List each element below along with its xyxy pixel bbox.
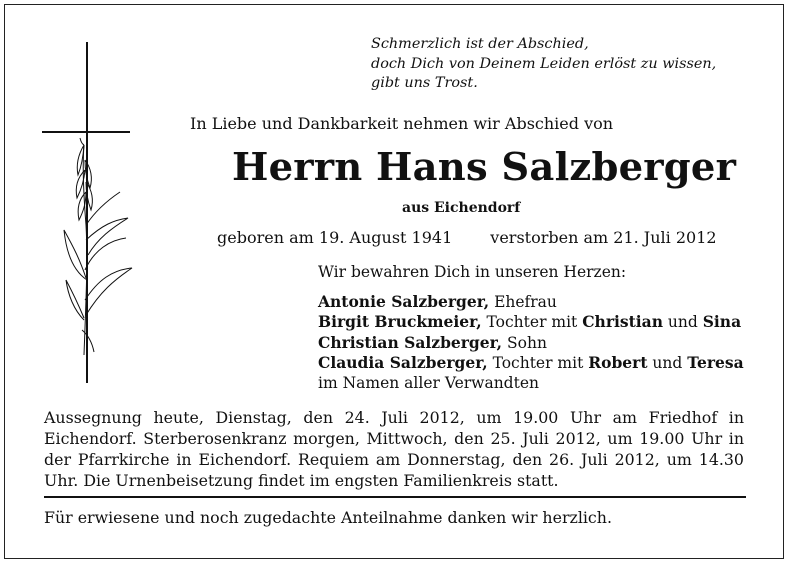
member-relation: Tochter mit bbox=[481, 313, 583, 331]
service-details: Aussegnung heute, Dienstag, den 24. Juli 2012, um 19.00 Uhr am Friedhof in Eichendorf. Sterberosenkranz morgen, Mittwoch, den 25. Juli 2012, um 19.00 Uhr in der Pfarrkirche in Eichendorf. Requiem am Donnerstag, den 26. Juli 2012, um 14.30 Uhr. Die Urnenbeisetzung findet im engsten Familienkreis statt. bbox=[44, 408, 744, 490]
birth-date: geboren am 19. August 1941 bbox=[217, 228, 453, 247]
member-name: Birgit Bruckmeier, bbox=[318, 312, 482, 331]
member-name: Antonie Salzberger, bbox=[318, 291, 490, 311]
member-relation: Tochter mit bbox=[487, 354, 589, 372]
member-relation: Sohn bbox=[502, 333, 547, 352]
grandchild-name: Sina bbox=[702, 312, 742, 331]
member-name: Christian Salzberger, bbox=[318, 332, 503, 352]
family-heading: Wir bewahren Dich in unseren Herzen: bbox=[318, 263, 627, 281]
family-member bbox=[318, 353, 744, 374]
grandchild-name: Robert bbox=[588, 353, 648, 372]
family-member bbox=[318, 312, 744, 333]
quote bbox=[371, 35, 716, 94]
member-name: Claudia Salzberger, bbox=[318, 353, 488, 372]
conjunction: und bbox=[662, 313, 703, 331]
conjunction: und bbox=[647, 354, 688, 372]
death-date: verstorben am 21. Juli 2012 bbox=[490, 228, 717, 247]
quote-line: gibt uns Trost. bbox=[371, 75, 478, 91]
family-member bbox=[318, 292, 744, 313]
grandchild-name: Teresa bbox=[687, 353, 744, 372]
life-dates bbox=[217, 228, 717, 247]
quote-line: Schmerzlich ist der Abschied, bbox=[371, 36, 589, 52]
family-closing: im Namen aller Verwandten bbox=[318, 373, 539, 392]
deceased-name: Herrn Hans Salzberger bbox=[232, 145, 737, 190]
grandchild-name: Christian bbox=[582, 312, 663, 331]
deceased-origin: aus Eichendorf bbox=[402, 200, 521, 216]
intro-text: In Liebe und Dankbarkeit nehmen wir Abschied von bbox=[190, 114, 614, 133]
thanks-line: Für erwiesene und noch zugedachte Anteilnahme danken wir herzlich. bbox=[44, 508, 612, 527]
member-relation: Ehefrau bbox=[489, 292, 557, 311]
quote-line: doch Dich von Deinem Leiden erlöst zu wissen, bbox=[371, 55, 717, 72]
family-list bbox=[318, 263, 744, 393]
wheat-icon bbox=[62, 130, 137, 360]
divider bbox=[44, 496, 746, 498]
family-member bbox=[318, 333, 744, 354]
